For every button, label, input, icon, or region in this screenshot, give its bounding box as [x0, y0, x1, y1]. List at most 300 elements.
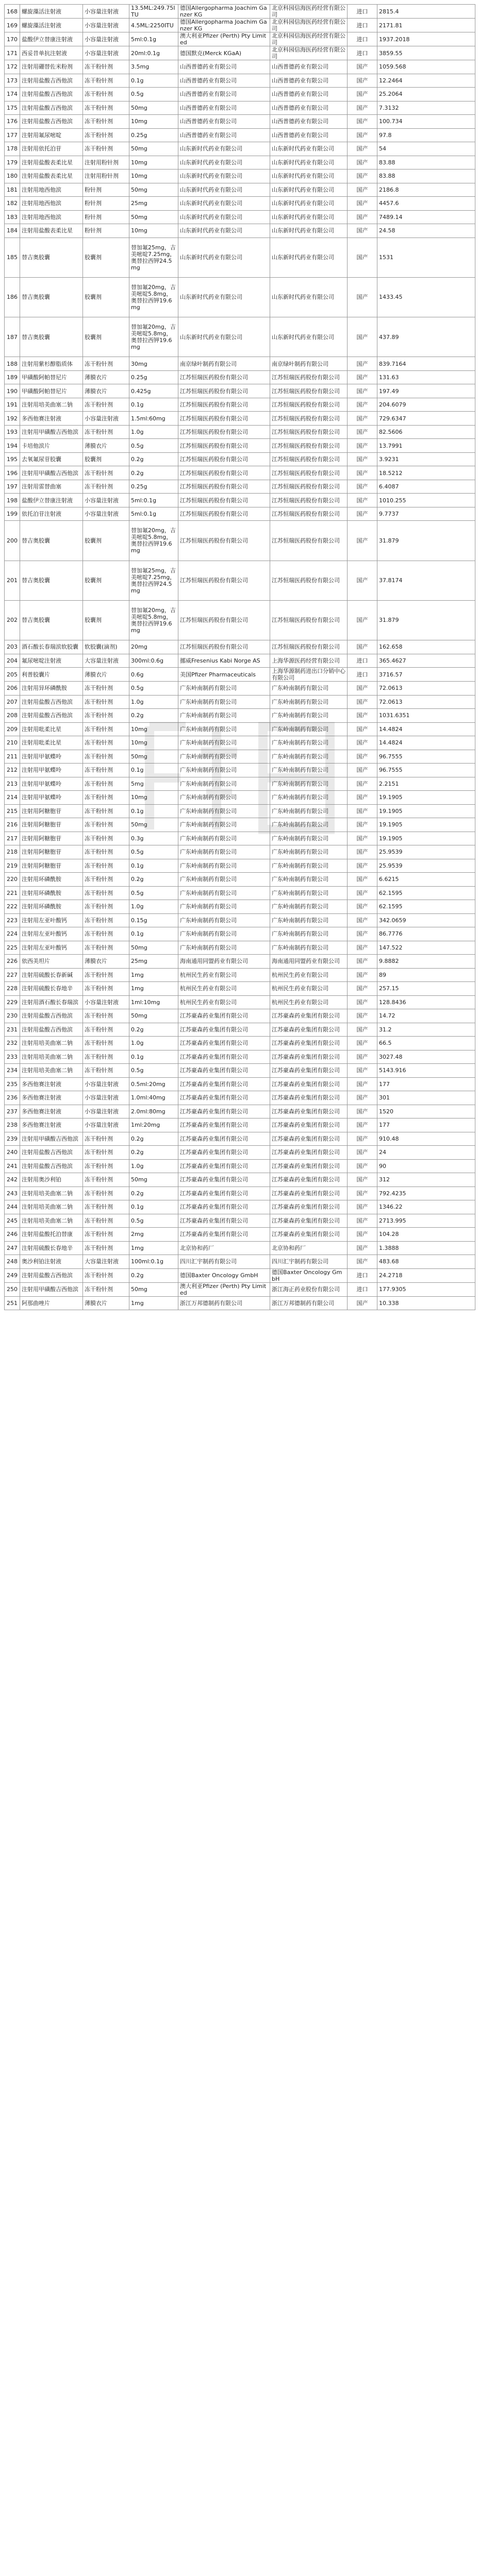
cell-specification: 0.25g	[129, 370, 178, 384]
table-row	[5, 88, 475, 101]
cell-origin: 国产	[348, 1187, 377, 1200]
table-row	[5, 156, 475, 170]
cell-distributor: 山西普德药业有限公司	[270, 74, 348, 88]
cell-manufacturer: 江苏恒瑞医药股份有限公司	[178, 561, 270, 600]
cell-distributor: 山西普德药业有限公司	[270, 60, 348, 74]
cell-dosage-form: 粉针剂	[83, 183, 129, 197]
cell-drug-name: 注射用培美曲塞二钠	[20, 1214, 83, 1228]
cell-drug-name: 注射用培美曲塞二钠	[20, 398, 83, 412]
cell-origin: 国产	[348, 1159, 377, 1173]
cell-specification: 0.1g	[129, 398, 178, 412]
cell-manufacturer: 江苏豪森药业集团有限公司	[178, 1064, 270, 1078]
cell-dosage-form: 冻干粉针剂	[83, 913, 129, 927]
cell-specification: 1.0g	[129, 900, 178, 914]
cell-manufacturer: 山东新时代药业有限公司	[178, 277, 270, 317]
cell-drug-name: 注射用环磷酰胺	[20, 886, 83, 900]
cell-origin: 国产	[348, 197, 377, 211]
cell-distributor: 江苏豪森药业集团有限公司	[270, 1050, 348, 1064]
cell-row-number: 173	[5, 74, 20, 88]
cell-manufacturer: 山东新时代药业有限公司	[178, 183, 270, 197]
table-row	[5, 968, 475, 982]
cell-manufacturer: 浙江万邦德制药有限公司	[178, 1296, 270, 1310]
cell-distributor: 山东新时代药业有限公司	[270, 210, 348, 224]
cell-manufacturer: 广东岭南制药有限公司	[178, 695, 270, 709]
cell-dosage-form: 冻干粉针剂	[83, 425, 129, 439]
cell-drug-name: 多西他赛注射液	[20, 412, 83, 426]
cell-row-number: 222	[5, 900, 20, 914]
cell-row-number: 234	[5, 1064, 20, 1078]
cell-dosage-form: 冻干粉针剂	[83, 1268, 129, 1282]
cell-manufacturer: 德国Allergopharma Joachim Ganzer KG	[178, 5, 270, 19]
cell-dosage-form: 冻干粉针剂	[83, 1282, 129, 1296]
cell-specification: 0.2g	[129, 1023, 178, 1037]
cell-origin: 国产	[348, 886, 377, 900]
cell-row-number: 214	[5, 791, 20, 805]
cell-distributor: 江苏恒瑞医药股份有限公司	[270, 370, 348, 384]
cell-distributor: 江苏豪森药业集团有限公司	[270, 1187, 348, 1200]
cell-price: 96.7555	[377, 750, 475, 764]
cell-price: 25.9539	[377, 859, 475, 873]
cell-drug-name: 螺旋藻活注射液	[20, 5, 83, 19]
cell-specification: 20mg	[129, 640, 178, 654]
cell-specification: 0.5g	[129, 88, 178, 101]
table-row	[5, 695, 475, 709]
cell-price: 19.1905	[377, 791, 475, 805]
cell-row-number: 194	[5, 439, 20, 453]
cell-price: 54	[377, 142, 475, 156]
cell-origin: 国产	[348, 74, 377, 88]
cell-specification: 1.0g	[129, 1159, 178, 1173]
cell-price: 342.0659	[377, 913, 475, 927]
cell-drug-name: 卡培他滨片	[20, 439, 83, 453]
cell-drug-name: 注射用盐酸吉西他滨	[20, 709, 83, 723]
cell-row-number: 250	[5, 1282, 20, 1296]
cell-distributor: 江苏豪森药业集团有限公司	[270, 1105, 348, 1118]
cell-specification: 0.2g	[129, 873, 178, 887]
cell-dosage-form: 冻干粉针剂	[83, 941, 129, 955]
cell-row-number: 196	[5, 466, 20, 480]
cell-distributor: 山东新时代药业有限公司	[270, 170, 348, 183]
cell-drug-name: 注射用阿糖胞苷	[20, 818, 83, 832]
cell-row-number: 174	[5, 88, 20, 101]
cell-distributor: 北京协和药厂	[270, 1241, 348, 1255]
cell-origin: 国产	[348, 1200, 377, 1214]
cell-specification: 1mg	[129, 1241, 178, 1255]
cell-specification: 10mg	[129, 736, 178, 750]
cell-origin: 国产	[348, 818, 377, 832]
cell-distributor: 杭州民生药业有限公司	[270, 995, 348, 1009]
table-row	[5, 1255, 475, 1269]
table-row	[5, 425, 475, 439]
cell-specification: 0.2g	[129, 1146, 178, 1160]
cell-distributor: 江苏豪森药业集团有限公司	[270, 1077, 348, 1091]
cell-dosage-form: 冻干粉针剂	[83, 1023, 129, 1037]
cell-dosage-form: 冻干粉针剂	[83, 900, 129, 914]
cell-dosage-form: 冻干粉针剂	[83, 1037, 129, 1050]
cell-row-number: 245	[5, 1214, 20, 1228]
table-row	[5, 1173, 475, 1187]
table-row	[5, 859, 475, 873]
cell-row-number: 168	[5, 5, 20, 19]
cell-origin: 国产	[348, 1023, 377, 1037]
cell-specification: 100ml:0.1g	[129, 1255, 178, 1269]
cell-price: 31.879	[377, 521, 475, 561]
cell-price: 197.49	[377, 384, 475, 398]
cell-drug-name: 多西他赛注射液	[20, 1105, 83, 1118]
cell-drug-name: 注射用盐酸吉西他滨	[20, 1009, 83, 1023]
cell-dosage-form: 冻干粉针剂	[83, 398, 129, 412]
cell-drug-name: 注射用硫酸长春地辛	[20, 1241, 83, 1255]
cell-manufacturer: 杭州民生药业有限公司	[178, 995, 270, 1009]
table-row	[5, 466, 475, 480]
cell-price: 5143.916	[377, 1064, 475, 1078]
cell-manufacturer: 山东新时代药业有限公司	[178, 224, 270, 238]
cell-row-number: 202	[5, 600, 20, 640]
cell-origin: 国产	[348, 1037, 377, 1050]
cell-origin: 国产	[348, 561, 377, 600]
cell-dosage-form: 冻干粉针剂	[83, 1132, 129, 1146]
cell-distributor: 山西普德药业有限公司	[270, 128, 348, 142]
cell-row-number: 243	[5, 1187, 20, 1200]
cell-origin: 国产	[348, 1091, 377, 1105]
cell-dosage-form: 小容量注射液	[83, 1118, 129, 1132]
cell-distributor: 山西普德药业有限公司	[270, 88, 348, 101]
cell-manufacturer: 杭州民生药业有限公司	[178, 982, 270, 996]
cell-manufacturer: 江苏豪森药业集团有限公司	[178, 1200, 270, 1214]
cell-dosage-form: 冻干粉针剂	[83, 1050, 129, 1064]
cell-drug-name: 注射用甲磺酸吉西他滨	[20, 466, 83, 480]
cell-drug-name: 注射用地西他滨	[20, 197, 83, 211]
cell-specification: 0.425g	[129, 384, 178, 398]
cell-drug-name: 注射用甲氨蝶呤	[20, 764, 83, 777]
cell-specification: 0.1g	[129, 859, 178, 873]
cell-origin: 进口	[348, 32, 377, 46]
cell-origin: 国产	[348, 1050, 377, 1064]
cell-distributor: 山东新时代药业有限公司	[270, 238, 348, 277]
cell-dosage-form: 薄膜衣片	[83, 955, 129, 969]
table-row	[5, 1200, 475, 1214]
cell-price: 204.6079	[377, 398, 475, 412]
cell-price: 177	[377, 1118, 475, 1132]
cell-price: 910.48	[377, 1132, 475, 1146]
cell-manufacturer: 江苏恒瑞医药股份有限公司	[178, 494, 270, 507]
table-row	[5, 1077, 475, 1091]
cell-origin: 国产	[348, 1255, 377, 1269]
cell-price: 301	[377, 1091, 475, 1105]
cell-distributor: 浙江万邦德制药有限公司	[270, 1296, 348, 1310]
table-row	[5, 439, 475, 453]
cell-row-number: 209	[5, 722, 20, 736]
table-row	[5, 1037, 475, 1050]
cell-origin: 国产	[348, 1064, 377, 1078]
cell-distributor: 广东岭南制药有限公司	[270, 750, 348, 764]
cell-drug-name: 注射用甲磺酸吉西他滨	[20, 1132, 83, 1146]
cell-drug-name: 注射用盐酸吉西他滨	[20, 1268, 83, 1282]
cell-manufacturer: 广东岭南制药有限公司	[178, 818, 270, 832]
cell-distributor: 江苏恒瑞医药股份有限公司	[270, 600, 348, 640]
cell-drug-name: 注射用紫杉醇脂质体	[20, 357, 83, 371]
cell-specification: 0.25g	[129, 480, 178, 494]
table-row	[5, 357, 475, 371]
cell-origin: 国产	[348, 845, 377, 859]
cell-manufacturer: 山西普德药业有限公司	[178, 60, 270, 74]
cell-price: 82.5606	[377, 425, 475, 439]
cell-manufacturer: 江苏豪森药业集团有限公司	[178, 1077, 270, 1091]
cell-specification: 10mg	[129, 722, 178, 736]
cell-dosage-form: 小容量注射液	[83, 995, 129, 1009]
cell-distributor: 江苏恒瑞医药股份有限公司	[270, 466, 348, 480]
cell-row-number: 193	[5, 425, 20, 439]
cell-manufacturer: 江苏恒瑞医药股份有限公司	[178, 466, 270, 480]
cell-drug-name: 注射用甲磺酸吉西他滨	[20, 425, 83, 439]
cell-price: 104.28	[377, 1228, 475, 1242]
cell-price: 3859.55	[377, 46, 475, 60]
cell-price: 839.7164	[377, 357, 475, 371]
cell-price: 3.9231	[377, 452, 475, 466]
cell-drug-name: 注射用地西他滨	[20, 183, 83, 197]
cell-origin: 国产	[348, 955, 377, 969]
cell-origin: 国产	[348, 968, 377, 982]
cell-row-number: 200	[5, 521, 20, 561]
cell-distributor: 山东新时代药业有限公司	[270, 183, 348, 197]
cell-distributor: 广东岭南制药有限公司	[270, 818, 348, 832]
cell-drug-name: 注射用盐酸表柔比星	[20, 170, 83, 183]
cell-price: 2171.81	[377, 19, 475, 32]
table-row	[5, 941, 475, 955]
table-row	[5, 183, 475, 197]
table-row	[5, 32, 475, 46]
table-row	[5, 1296, 475, 1310]
table-row	[5, 845, 475, 859]
cell-manufacturer: 山东新时代药业有限公司	[178, 210, 270, 224]
cell-distributor: 广东岭南制药有限公司	[270, 764, 348, 777]
table-row	[5, 913, 475, 927]
cell-origin: 国产	[348, 466, 377, 480]
cell-price: 128.8436	[377, 995, 475, 1009]
cell-price: 19.1905	[377, 818, 475, 832]
cell-dosage-form: 冻干粉针剂	[83, 695, 129, 709]
cell-dosage-form: 软胶囊(滴剂)	[83, 640, 129, 654]
cell-price: 177.9305	[377, 1282, 475, 1296]
cell-specification: 0.6g	[129, 668, 178, 682]
table-row	[5, 1009, 475, 1023]
cell-drug-name: 奥沙利铂注射液	[20, 1255, 83, 1269]
cell-row-number: 251	[5, 1296, 20, 1310]
cell-manufacturer: 德国Allergopharma Joachim Ganzer KG	[178, 19, 270, 32]
cell-drug-name: 多西他赛注射液	[20, 1091, 83, 1105]
cell-distributor: 江苏恒瑞医药股份有限公司	[270, 384, 348, 398]
cell-specification: 0.2g	[129, 1268, 178, 1282]
cell-distributor: 广东岭南制药有限公司	[270, 859, 348, 873]
cell-specification: 1.0g	[129, 425, 178, 439]
cell-distributor: 海南通用同盟药业有限公司	[270, 955, 348, 969]
table-row	[5, 1091, 475, 1105]
cell-origin: 国产	[348, 1173, 377, 1187]
cell-specification: 0.1g	[129, 764, 178, 777]
cell-dosage-form: 冻干粉针剂	[83, 777, 129, 791]
cell-dosage-form: 薄膜衣片	[83, 668, 129, 682]
cell-row-number: 188	[5, 357, 20, 371]
cell-specification: 1.0g	[129, 695, 178, 709]
cell-row-number: 240	[5, 1146, 20, 1160]
cell-distributor: 广东岭南制药有限公司	[270, 913, 348, 927]
cell-manufacturer: 广东岭南制药有限公司	[178, 764, 270, 777]
cell-origin: 进口	[348, 668, 377, 682]
cell-dosage-form: 胶囊剂	[83, 561, 129, 600]
cell-manufacturer: 江苏恒瑞医药股份有限公司	[178, 521, 270, 561]
cell-row-number: 218	[5, 845, 20, 859]
cell-origin: 国产	[348, 736, 377, 750]
table-row	[5, 1187, 475, 1200]
cell-specification: 0.5g	[129, 1064, 178, 1078]
cell-drug-name: 注射用盐酸表柔比星	[20, 156, 83, 170]
cell-price: 3027.48	[377, 1050, 475, 1064]
table-row	[5, 521, 475, 561]
cell-distributor: 广东岭南制药有限公司	[270, 941, 348, 955]
cell-specification: 0.3g	[129, 832, 178, 845]
cell-drug-name: 注射用盐酸吉西他滨	[20, 74, 83, 88]
cell-distributor: 广东岭南制药有限公司	[270, 832, 348, 845]
cell-row-number: 170	[5, 32, 20, 46]
cell-drug-name: 注射用酒石酸长春瑞滨	[20, 995, 83, 1009]
cell-distributor: 江苏恒瑞医药股份有限公司	[270, 494, 348, 507]
cell-origin: 国产	[348, 507, 377, 521]
cell-manufacturer: 四川汇宇制药有限公司	[178, 1255, 270, 1269]
cell-distributor: 北京科园信海医药经营有限公司	[270, 19, 348, 32]
cell-price: 62.1595	[377, 886, 475, 900]
cell-origin: 国产	[348, 640, 377, 654]
cell-row-number: 187	[5, 317, 20, 357]
cell-origin: 国产	[348, 1118, 377, 1132]
cell-dosage-form: 冻干粉针剂	[83, 818, 129, 832]
cell-manufacturer: 江苏恒瑞医药股份有限公司	[178, 439, 270, 453]
cell-specification: 替加氟20mg，吉美嘧啶5.8mg，奥替拉西钾19.6mg	[129, 317, 178, 357]
table-row	[5, 1228, 475, 1242]
cell-drug-name: 注射用阿糖胞苷	[20, 804, 83, 818]
cell-row-number: 177	[5, 128, 20, 142]
cell-dosage-form: 冻干粉针剂	[83, 1228, 129, 1242]
cell-distributor: 江苏豪森药业集团有限公司	[270, 1118, 348, 1132]
cell-dosage-form: 胶囊剂	[83, 277, 129, 317]
cell-row-number: 219	[5, 859, 20, 873]
cell-distributor: 江苏豪森药业集团有限公司	[270, 1064, 348, 1078]
table-row	[5, 60, 475, 74]
cell-dosage-form: 大容量注射液	[83, 654, 129, 668]
cell-drug-name: 多西他赛注射液	[20, 1118, 83, 1132]
cell-manufacturer: 山东新时代药业有限公司	[178, 238, 270, 277]
cell-distributor: 山西普德药业有限公司	[270, 101, 348, 115]
cell-row-number: 184	[5, 224, 20, 238]
cell-row-number: 191	[5, 398, 20, 412]
cell-distributor: 德国Baxter Oncology GmbH	[270, 1268, 348, 1282]
cell-specification: 1ml:10mg	[129, 995, 178, 1009]
cell-manufacturer: 江苏豪森药业集团有限公司	[178, 1132, 270, 1146]
cell-row-number: 206	[5, 682, 20, 696]
cell-specification: 50mg	[129, 142, 178, 156]
cell-drug-name: 去氧氟尿苷胶囊	[20, 452, 83, 466]
cell-dosage-form: 胶囊剂	[83, 317, 129, 357]
cell-origin: 国产	[348, 224, 377, 238]
cell-distributor: 江苏恒瑞医药股份有限公司	[270, 452, 348, 466]
cell-dosage-form: 冻干粉针剂	[83, 736, 129, 750]
cell-drug-name: 注射用培美曲塞二钠	[20, 1050, 83, 1064]
cell-dosage-form: 冻干粉针剂	[83, 927, 129, 941]
cell-distributor: 广东岭南制药有限公司	[270, 873, 348, 887]
cell-dosage-form: 冻干粉针剂	[83, 845, 129, 859]
cell-distributor: 广东岭南制药有限公司	[270, 682, 348, 696]
cell-dosage-form: 冻干粉针剂	[83, 88, 129, 101]
cell-manufacturer: 澳大利亚Pfizer (Perth) Pty Limited	[178, 32, 270, 46]
cell-origin: 国产	[348, 370, 377, 384]
cell-price: 2186.8	[377, 183, 475, 197]
cell-origin: 进口	[348, 46, 377, 60]
cell-dosage-form: 胶囊剂	[83, 452, 129, 466]
cell-price: 18.5212	[377, 466, 475, 480]
cell-manufacturer: 江苏恒瑞医药股份有限公司	[178, 412, 270, 426]
cell-row-number: 190	[5, 384, 20, 398]
cell-dosage-form: 粉针剂	[83, 224, 129, 238]
cell-origin: 国产	[348, 170, 377, 183]
cell-distributor: 山东新时代药业有限公司	[270, 197, 348, 211]
cell-specification: 25mg	[129, 955, 178, 969]
cell-origin: 国产	[348, 494, 377, 507]
cell-origin: 国产	[348, 156, 377, 170]
cell-dosage-form: 冻干粉针剂	[83, 128, 129, 142]
cell-drug-name: 注射用培美曲塞二钠	[20, 1064, 83, 1078]
cell-price: 72.0613	[377, 695, 475, 709]
cell-specification: 替加氟25mg，吉美嘧啶7.25mg，奥替拉西钾24.5mg	[129, 238, 178, 277]
cell-dosage-form: 冻干粉针剂	[83, 982, 129, 996]
cell-manufacturer: 江苏恒瑞医药股份有限公司	[178, 425, 270, 439]
cell-dosage-form: 冻干粉针剂	[83, 1241, 129, 1255]
cell-row-number: 189	[5, 370, 20, 384]
cell-manufacturer: 南京绿叶制药有限公司	[178, 357, 270, 371]
table-row	[5, 736, 475, 750]
cell-origin: 国产	[348, 927, 377, 941]
cell-distributor: 上海华源制药进出口分销中心有限公司	[270, 668, 348, 682]
cell-origin: 国产	[348, 804, 377, 818]
cell-dosage-form: 小容量注射液	[83, 1077, 129, 1091]
cell-manufacturer: 江苏豪森药业集团有限公司	[178, 1037, 270, 1050]
cell-price: 90	[377, 1159, 475, 1173]
cell-drug-name: 注射用培美曲塞二钠	[20, 1200, 83, 1214]
cell-price: 14.72	[377, 1009, 475, 1023]
cell-row-number: 169	[5, 19, 20, 32]
table-row	[5, 238, 475, 277]
cell-manufacturer: 山东新时代药业有限公司	[178, 156, 270, 170]
cell-drug-name: 阿那曲唑片	[20, 1296, 83, 1310]
cell-origin: 国产	[348, 277, 377, 317]
table-row	[5, 900, 475, 914]
cell-drug-name: 注射用环磷酰胺	[20, 873, 83, 887]
cell-distributor: 江苏豪森药业集团有限公司	[270, 1009, 348, 1023]
cell-specification: 50mg	[129, 1282, 178, 1296]
table-row	[5, 384, 475, 398]
cell-drug-name: 注射用盐酸吉西他滨	[20, 115, 83, 129]
cell-price: 2713.995	[377, 1214, 475, 1228]
cell-distributor: 上海华源医药经营有限公司	[270, 654, 348, 668]
cell-drug-name: 注射用吡柔比星	[20, 736, 83, 750]
cell-dosage-form: 胶囊剂	[83, 600, 129, 640]
cell-origin: 国产	[348, 722, 377, 736]
cell-price: 72.0613	[377, 682, 475, 696]
cell-origin: 国产	[348, 238, 377, 277]
cell-specification: 1mg	[129, 982, 178, 996]
cell-specification: 0.5g	[129, 845, 178, 859]
cell-distributor: 江苏恒瑞医药股份有限公司	[270, 398, 348, 412]
table-row	[5, 142, 475, 156]
cell-price: 31.879	[377, 600, 475, 640]
